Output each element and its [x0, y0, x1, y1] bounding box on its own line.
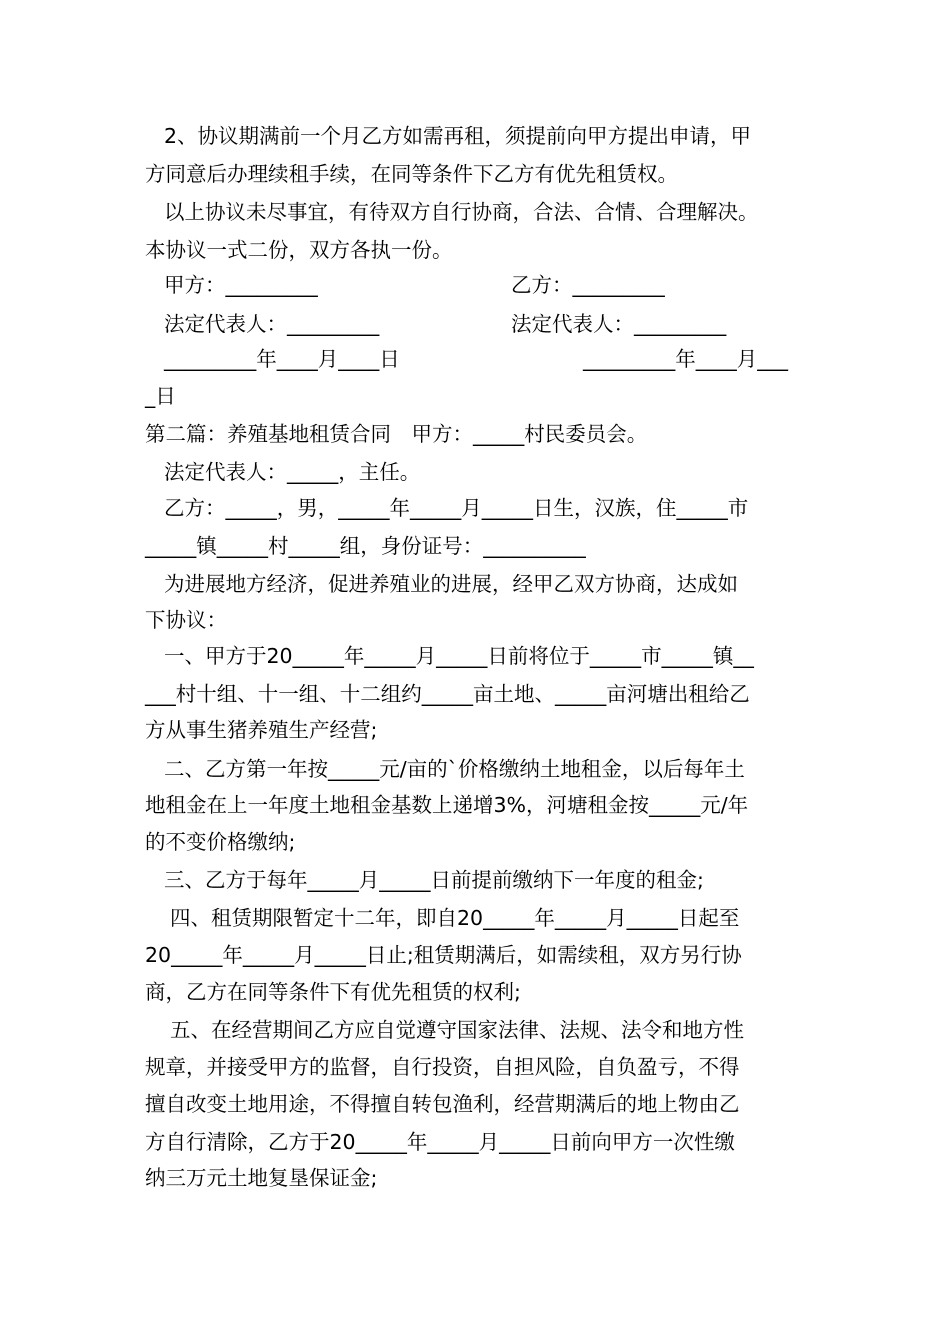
signature-party-a: 甲方：_________ [164, 273, 318, 297]
text-line: _____镇_____村_____组，身份证号：__________ [145, 534, 586, 558]
text-line: 法定代表人：_____，主任。 [164, 460, 421, 484]
text-line: 方从事生猪养殖生产经营; [145, 718, 378, 742]
text-line: 的不变价格缴纳; [145, 830, 296, 854]
text-line: 五、在经营期间乙方应自觉遵守国家法律、法规、法令和地方性 [170, 1018, 744, 1042]
legal-rep-b: 法定代表人：_________ [511, 312, 727, 336]
text-line: 一、甲方于20_____年_____月_____日前将位于_____市_____镇__ [164, 644, 754, 668]
text-line: 方自行清除，乙方于20_____年_____月_____日前向甲方一次性缴 [145, 1130, 735, 1154]
text-line: 地租金在上一年度土地租金基数上递增3%，河塘租金按_____元/年 [145, 793, 749, 817]
text-line: 为进展地方经济，促进养殖业的进展，经甲乙双方协商，达成如 [164, 572, 738, 596]
text-line: 2、协议期满前一个月乙方如需再租，须提前向甲方提出申请，甲 [164, 124, 752, 148]
date-a: _________年____月____日 [164, 347, 400, 371]
section-title: 第二篇：养殖基地租赁合同 甲方：_____村民委员会。 [145, 422, 648, 446]
text-line: 乙方：_____，男，_____年_____月_____日生，汉族，住_____市 [164, 496, 749, 520]
text-line: 下协议： [145, 608, 227, 632]
text-line: 擅自改变土地用途，不得擅自转包渔利，经营期满后的地上物由乙 [145, 1092, 740, 1116]
legal-rep-a: 法定代表人：_________ [164, 312, 380, 336]
text-line: 二、乙方第一年按_____元/亩的`价格缴纳土地租金，以后每年土 [164, 757, 745, 781]
text-line: 以上协议未尽事宜，有待双方自行协商，合法、合情、合理解决。 [164, 200, 759, 224]
text-line: 三、乙方于每年_____月_____日前提前缴纳下一年度的租金; [164, 868, 704, 892]
date-b-cont: _日 [145, 384, 176, 408]
text-line: 本协议一式二份，双方各执一份。 [145, 238, 453, 262]
text-line: 方同意后办理续租手续，在同等条件下乙方有优先租赁权。 [145, 162, 678, 186]
text-line: ___村十组、十一组、十二组约_____亩土地、_____亩河塘出租给乙 [145, 682, 750, 706]
text-line: 纳三万元土地复垦保证金; [145, 1166, 378, 1190]
text-line: 20_____年_____月_____日止;租赁期满后，如需续租，双方另行协 [145, 943, 742, 967]
text-line: 规章，并接受甲方的监督，自行投资，自担风险，自负盈亏，不得 [145, 1055, 740, 1079]
date-b: _________年____月___ [583, 347, 788, 371]
signature-party-b: 乙方：_________ [511, 273, 665, 297]
text-line: 四、租赁期限暂定十二年，即自20_____年_____月_____日起至 [170, 906, 740, 930]
text-line: 商，乙方在同等条件下有优先租赁的权利; [145, 980, 521, 1004]
